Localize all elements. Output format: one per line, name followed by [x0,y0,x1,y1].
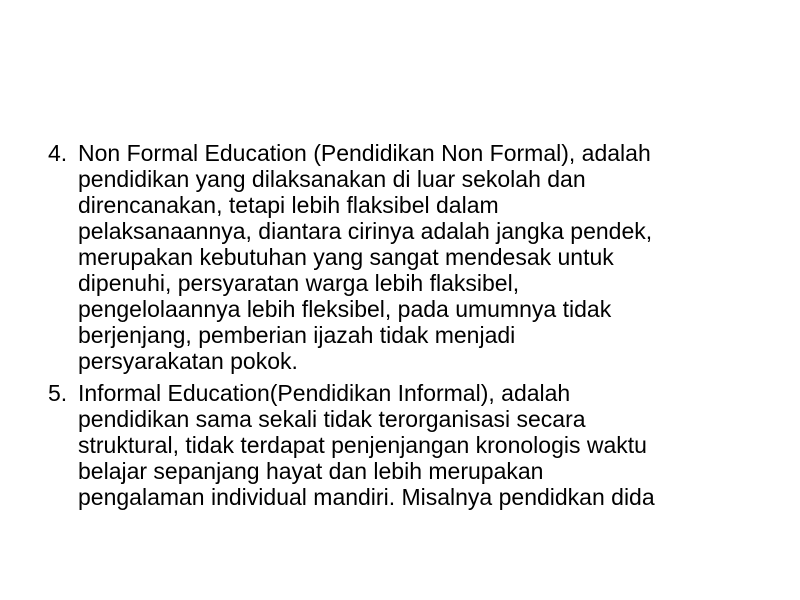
list-item-line: pendidikan yang dilaksanakan di luar sekolah dan [78,166,586,192]
list-item-line: belajar sepanjang hayat dan lebih merupakan [78,458,544,484]
list-item-line: Informal Education(Pendidikan Informal), adalah [78,380,571,406]
list-item-5 [48,380,778,510]
list-item-line: dipenuhi, persyaratan warga lebih flaksibel, [78,270,520,296]
list-item-line: pengalaman individual mandiri. Misalnya pendidkan dida [78,484,655,510]
list-item-line: pendidikan sama sekali tidak terorganisasi secara [78,406,586,432]
list-item-line: direncanakan, tetapi lebih flaksibel dalam [78,192,499,218]
list-item-line: merupakan kebutuhan yang sangat mendesak untuk [78,244,614,270]
list-item-line: struktural, tidak terdapat penjenjangan kronologis waktu [78,432,647,458]
list-item-number: 4. [48,140,68,166]
list-item-line: pengelolaannya lebih fleksibel, pada umumnya tidak [78,296,612,322]
list-item-line: pelaksanaannya, diantara cirinya adalah jangka pendek, [78,218,653,244]
numbered-list [48,140,778,510]
list-item-line: Non Formal Education (Pendidikan Non Formal), adalah [78,140,651,166]
list-item-4 [48,140,778,374]
list-item-line: berjenjang, pemberian ijazah tidak menjadi [78,322,516,348]
list-item-number: 5. [48,380,68,406]
list-item-line: persyarakatan pokok. [78,348,298,374]
